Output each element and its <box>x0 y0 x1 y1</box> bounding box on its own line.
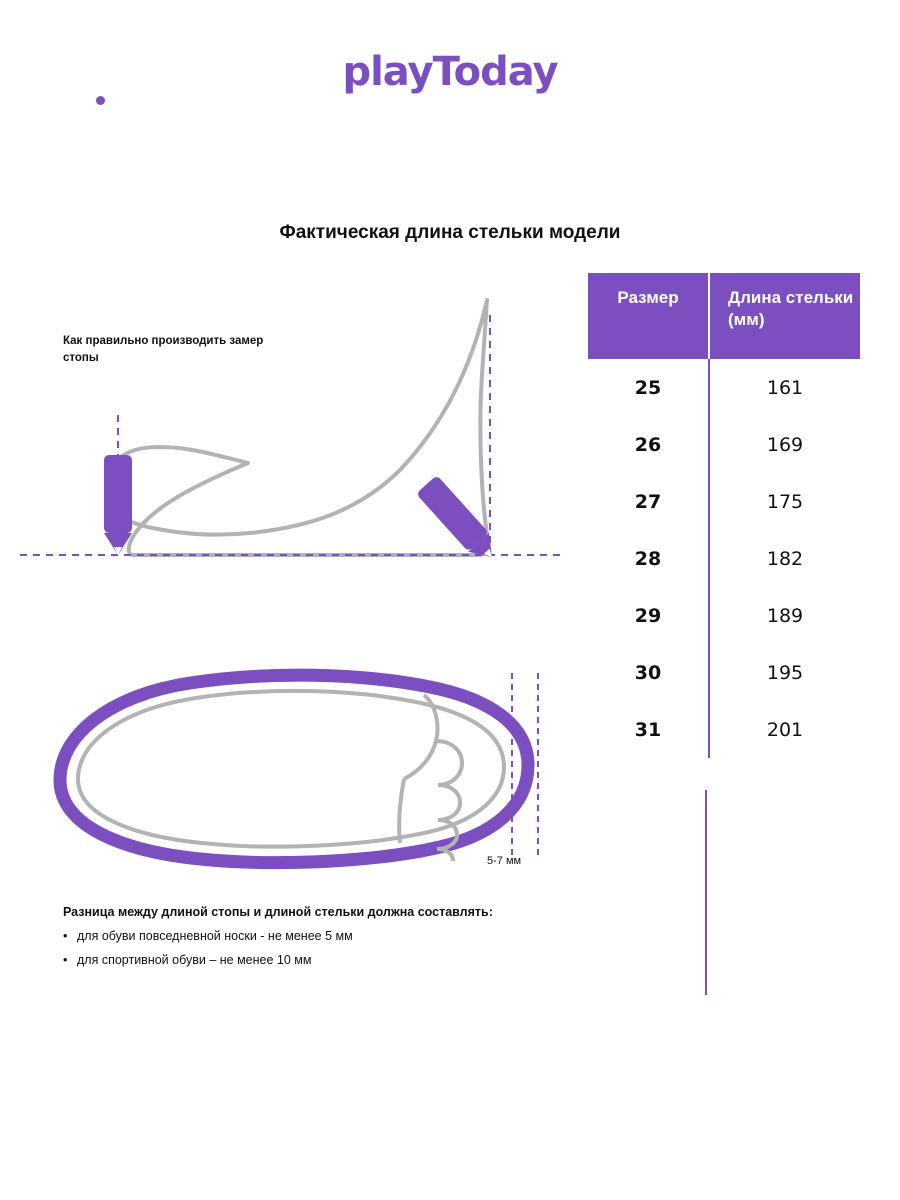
sole-outline <box>60 675 528 862</box>
notes-list <box>63 929 583 967</box>
table-row <box>588 359 860 416</box>
brand-logo <box>0 49 900 95</box>
brand-logo-text: playToday <box>342 49 558 95</box>
table-row <box>588 587 860 644</box>
cell-size: 30 <box>588 644 709 701</box>
list-item: • для обуви повседневной носки - не менее 5 мм <box>77 929 583 943</box>
table-row <box>588 701 860 758</box>
table-row <box>588 473 860 530</box>
cell-length: 195 <box>766 661 804 684</box>
cell-size: 27 <box>588 473 709 530</box>
size-table <box>588 273 860 758</box>
cell-length: 201 <box>766 718 804 741</box>
header-size: Размер <box>588 273 709 359</box>
list-item: • для спортивной обуви – не менее 10 мм <box>77 953 583 967</box>
cell-length: 182 <box>766 547 804 570</box>
logo-dot-icon <box>96 96 105 105</box>
pencil-left-icon <box>104 455 132 555</box>
cell-size: 25 <box>588 359 709 416</box>
cell-length: 161 <box>766 376 804 399</box>
page-title: Фактическая длина стельки модели <box>279 222 621 243</box>
table-row <box>588 644 860 701</box>
cell-size: 29 <box>588 587 709 644</box>
cell-length: 189 <box>766 604 804 627</box>
table-row <box>588 416 860 473</box>
table-divider-extension <box>705 790 707 995</box>
measurement-illustration <box>0 255 580 915</box>
cell-length: 169 <box>766 433 804 456</box>
difference-notes <box>63 905 583 977</box>
size-table-body <box>588 359 860 758</box>
measure-instruction-label: Как правильно производить замер стопы <box>63 335 264 364</box>
gap-label: 5-7 мм <box>487 855 522 867</box>
table-row <box>588 530 860 587</box>
notes-title: Разница между длиной стопы и длиной стельки должна составлять: <box>63 905 493 919</box>
cell-size: 28 <box>588 530 709 587</box>
cell-size: 26 <box>588 416 709 473</box>
cell-length: 175 <box>766 490 804 513</box>
table-header-row <box>588 273 860 359</box>
cell-size: 31 <box>588 701 709 758</box>
header-insole-length: Длина стельки (мм) <box>709 273 860 359</box>
size-table-head <box>588 273 860 359</box>
